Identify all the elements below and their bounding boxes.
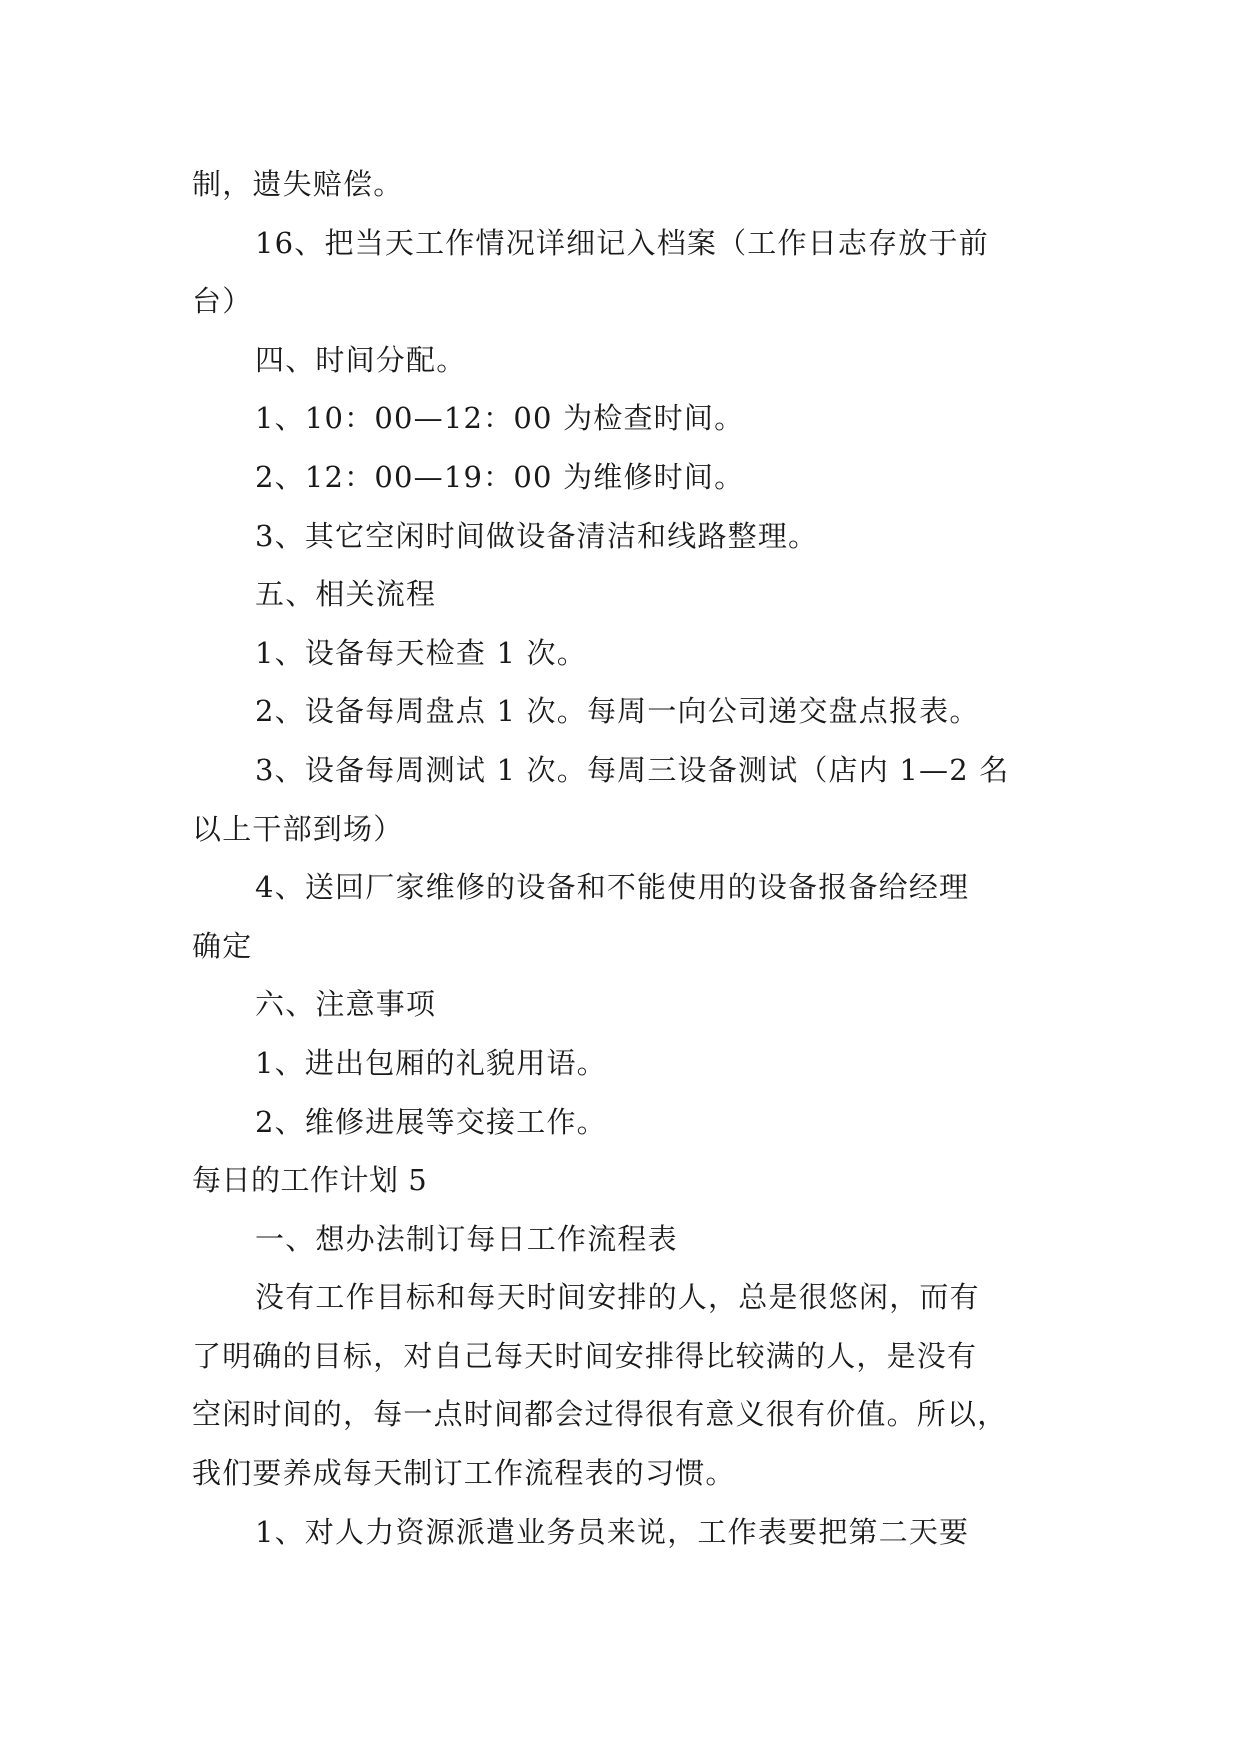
- section-heading: 四、时间分配。: [255, 342, 467, 377]
- list-item: 4、送回厂家维修的设备和不能使用的设备报备给经理: [255, 870, 970, 905]
- section-heading: 六、注意事项: [255, 987, 437, 1022]
- list-item: 3、设备每周测试 1 次。每周三设备测试（店内 1—2 名: [255, 752, 1010, 787]
- list-item: 1、10：00—12：00 为检查时间。: [255, 401, 745, 436]
- document-page: [192, 155, 1052, 1561]
- list-item: 1、设备每天检查 1 次。: [255, 635, 587, 670]
- text-line: 确定: [192, 928, 253, 963]
- plan-title: 每日的工作计划 5: [192, 1163, 428, 1198]
- list-item: 1、对人力资源派遣业务员来说，工作表要把第二天要: [255, 1514, 970, 1549]
- list-item: 3、其它空闲时间做设备清洁和线路整理。: [255, 518, 819, 553]
- paragraph-line: 我们要养成每天制订工作流程表的习惯。: [192, 1456, 736, 1491]
- section-heading: 五、相关流程: [255, 577, 437, 612]
- list-item: 1、进出包厢的礼貌用语。: [255, 1045, 607, 1080]
- text-line: 制，遗失赔偿。: [192, 167, 404, 201]
- text-line: 16、把当天工作情况详细记入档案（工作日志存放于前: [255, 225, 989, 260]
- paragraph-line: 没有工作目标和每天时间安排的人，总是很悠闲，而有: [255, 1280, 980, 1315]
- list-item: 2、维修进展等交接工作。: [255, 1104, 607, 1139]
- text-line: 台）: [192, 284, 253, 319]
- text-line: 以上干部到场）: [192, 811, 404, 846]
- section-heading: 一、想办法制订每日工作流程表: [255, 1221, 678, 1256]
- list-item: 2、12：00—19：00 为维修时间。: [255, 459, 745, 494]
- paragraph-line: 空闲时间的，每一点时间都会过得很有意义很有价值。所以，: [192, 1397, 1008, 1432]
- paragraph-line: 了明确的目标，对自己每天时间安排得比较满的人，是没有: [192, 1338, 978, 1373]
- list-item: 2、设备每周盘点 1 次。每周一向公司递交盘点报表。: [255, 694, 980, 729]
